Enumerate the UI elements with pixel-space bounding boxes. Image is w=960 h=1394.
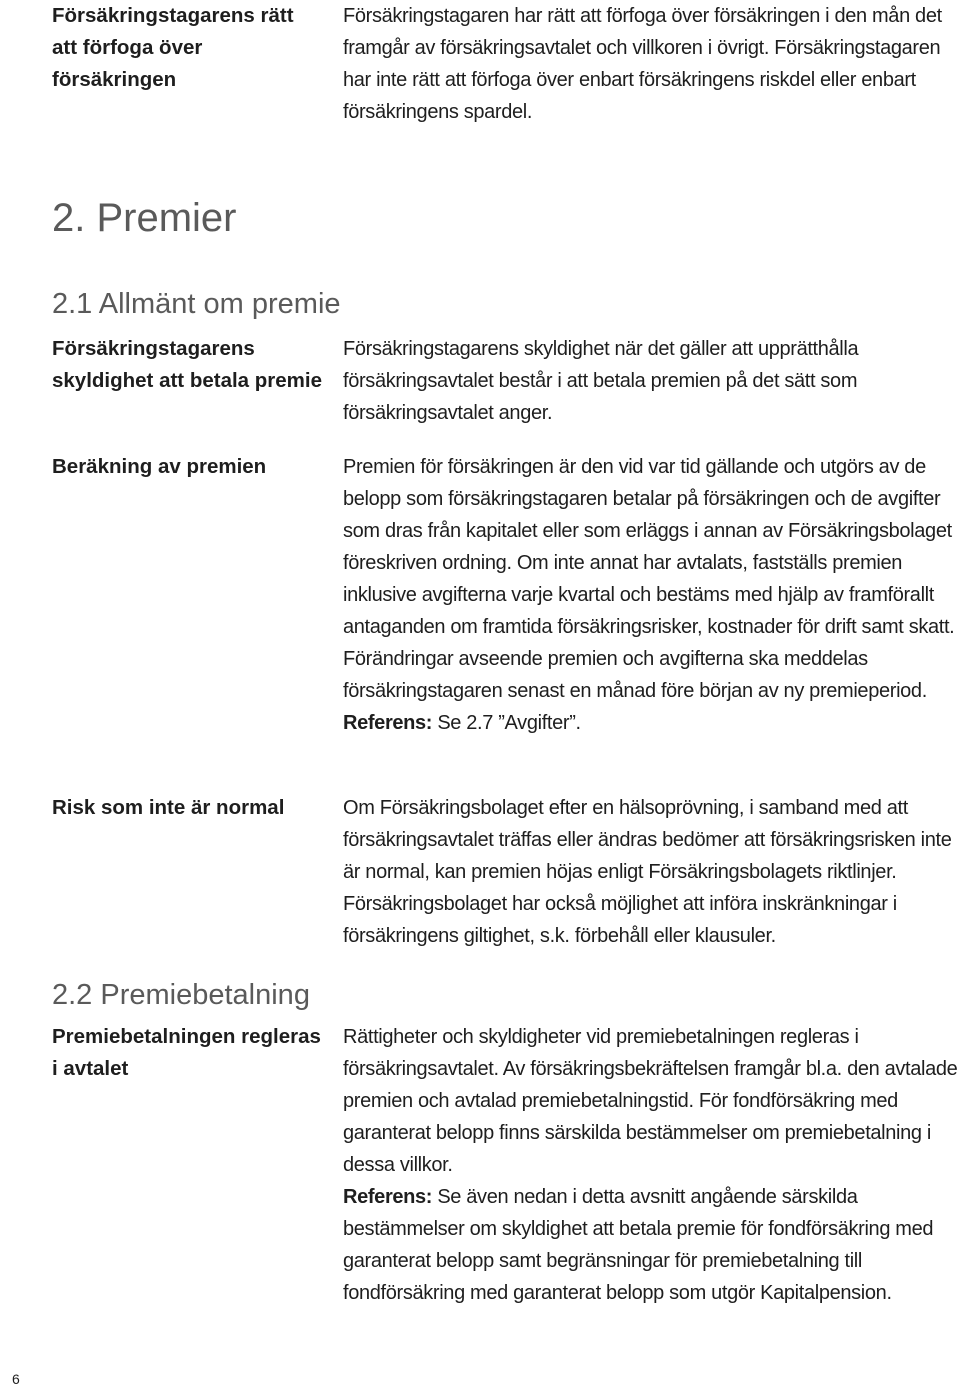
paragraph-payment-agreement-text: Rättigheter och skyldigheter vid premiebetalningen regleras i försäkringsavtalet. Av försäkringsbekräftelsen framgår bl.a. den avtalade premien och avtalad premiebetalningstid. För fondförsäkring med garanterat belopp finns särskilda bestämmelser om premiebetalning i dessa villkor. xyxy=(343,1026,958,1176)
side-title-obligation: Försäkringstagarens skyldighet att betala premie xyxy=(52,337,323,392)
page-number: 6 xyxy=(12,1371,20,1387)
side-title-abnormal-risk: Risk som inte är normal xyxy=(52,796,285,819)
reference-line-avgifter xyxy=(343,707,960,739)
intro-side-title: Försäkringstagarens rätt att förfoga över försäkringen xyxy=(52,4,294,91)
intro-text: Försäkringstagaren har rätt att förfoga över försäkringen i den mån det framgår av försäkringsavtalet och villkoren i övrigt. Försäkringstagaren har inte rätt att förfoga över enbart försäkringens riskdel eller enbart försäkringens spardel. xyxy=(343,5,942,123)
paragraph-obligation-text: Försäkringstagarens skyldighet när det gäller att upprätthålla försäkringsavtalet består i att betala premien på det sätt som försäkringsavtalet anger. xyxy=(343,338,859,424)
subsection-heading-2-2: 2.2 Premiebetalning xyxy=(52,979,310,1011)
side-title-payment-agreement: Premiebetalningen regleras i avtalet xyxy=(52,1025,321,1080)
paragraph-calculation xyxy=(343,451,960,739)
reference-text: Se även nedan i detta avsnitt angående särskilda bestämmelser om skyldighet att betala premie för fondförsäkring med garanterat belopp samt begränsningar för premiebetalning till fondförsäkring med garanterat belopp som utgör Kapitalpension. xyxy=(343,1186,934,1304)
reference-text: Se 2.7 ”Avgifter”. xyxy=(432,712,581,734)
reference-line-payment xyxy=(343,1181,960,1309)
intro-paragraph xyxy=(343,0,960,128)
paragraph-payment-agreement xyxy=(343,1021,960,1309)
reference-label: Referens: xyxy=(343,712,433,734)
section-heading: 2. Premier xyxy=(52,196,237,240)
paragraph-calculation-text: Premien för försäkringen är den vid var tid gällande och utgörs av de belopp som försäkringstagaren betalar på försäkringen och de avgifter som dras från kapitalet eller som erläggs i annan av Försäkringsbolaget föreskriven ordning. Om inte annat har avtalats, fastställs premien inklusive avgifterna varje kvartal och bestäms med hjälp av framförallt antaganden om framtida försäkringsrisker, kostnader för drift samt skatt. Förändringar avseende premien och avgifterna ska meddelas försäkringstagaren senast en månad före början av ny premieperiod. xyxy=(343,456,955,702)
paragraph-abnormal-risk-text: Om Försäkringsbolaget efter en hälsoprövning, i samband med att försäkringsavtalet träffas eller ändras bedömer att försäkringsrisken inte är normal, kan premien höjas enligt Försäkringsbolagets riktlinjer. Försäkringsbolaget har också möjlighet att införa inskränkningar i försäkringens giltighet, s.k. förbehåll eller klausuler. xyxy=(343,797,952,947)
reference-label: Referens: xyxy=(343,1186,433,1208)
paragraph-abnormal-risk xyxy=(343,792,960,952)
side-title-calculation: Beräkning av premien xyxy=(52,455,267,478)
paragraph-obligation xyxy=(343,333,960,429)
subsection-heading-2-1: 2.1 Allmänt om premie xyxy=(52,288,341,320)
